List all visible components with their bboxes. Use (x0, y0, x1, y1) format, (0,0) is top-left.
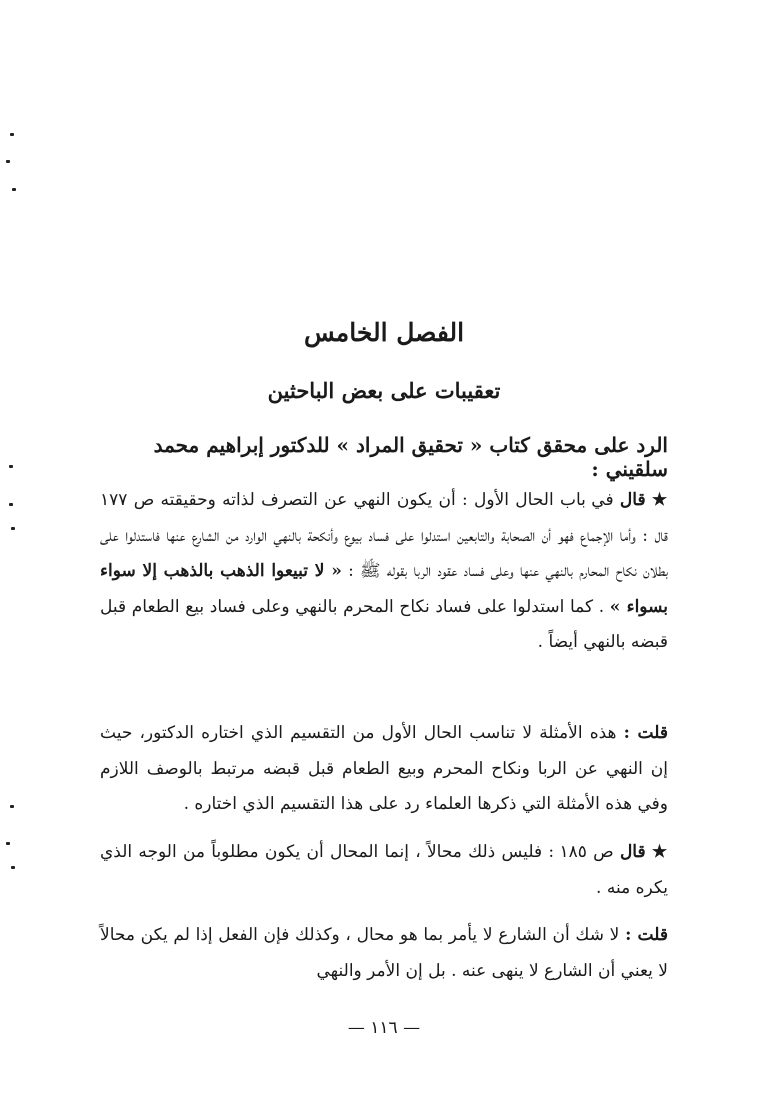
margin-speck (6, 160, 10, 163)
paragraph-4 (100, 918, 668, 989)
paragraph-text: في باب الحال الأول : أن يكون النهي عن التصرف لذاته وحقيقته ص ١٧٧ قال : وأما الإجماع فهو أن الصحابة والتابعين استدلوا على فساد بيوع وأنكحة بالنهي الوارد من الشارع عنها فاستدلوا على بطلان نكاح المحارم بالنهي عنها وعلى فساد عقود الربا بقوله ﷺ : (100, 490, 669, 581)
margin-speck (9, 465, 13, 468)
margin-speck (10, 133, 14, 136)
margin-speck (9, 503, 13, 506)
hadith-quote: « لا تبيعوا الذهب بالذهب إلا سواء بسواء » (100, 561, 668, 617)
lead-word: قلت : (625, 925, 668, 945)
paragraph-2 (100, 716, 668, 823)
margin-speck (12, 188, 16, 191)
star-marker: ★ (651, 842, 668, 862)
paragraph-text: هذه الأمثلة لا تناسب الحال الأول من التقسيم الذي اختاره الدكتور، حيث إن النهي عن الربا ونكاح المحرم وبيع الطعام قبل قبضه مرتبط بالوصف اللازم وفي هذه الأمثلة التي ذكرها العلماء رد على هذا التقسيم الذي اختاره . (100, 723, 668, 814)
lead-word: قال (619, 842, 646, 862)
paragraph-text: لا شك أن الشارع لا يأمر بما هو محال ، وكذلك فإن الفعل إذا لم يكن محالاً لا يعني أن الشارع لا ينهى عنه . بل إن الأمر والنهي (100, 925, 668, 981)
paragraph-text-continued: . كما استدلوا على فساد نكاح المحرم بالنهي وعلى فساد بيع الطعام قبل قبضه بالنهي أيضاً . (100, 596, 668, 652)
chapter-title: الفصل الخامس (303, 318, 465, 347)
section-title: تعقيبات على بعض الباحثين (267, 378, 501, 403)
lead-word: قلت : (623, 723, 668, 743)
margin-speck (6, 842, 10, 845)
margin-speck (10, 805, 14, 808)
lead-word: قال (619, 490, 646, 510)
page-number: — ١١٦ — (347, 1018, 421, 1038)
margin-speck (11, 527, 15, 530)
margin-speck (11, 866, 15, 869)
paragraph-1 (100, 483, 668, 661)
star-marker: ★ (651, 490, 668, 510)
paragraph-3 (100, 835, 668, 906)
paragraph-text: ص ١٨٥ : فليس ذلك محالاً ، إنما المحال أن يكون مطلوباً من الوجه الذي يكره منه . (100, 842, 668, 898)
subheading: الرد على محقق كتاب « تحقيق المراد » للدكتور إبراهيم محمد سلقيني : (153, 433, 668, 481)
